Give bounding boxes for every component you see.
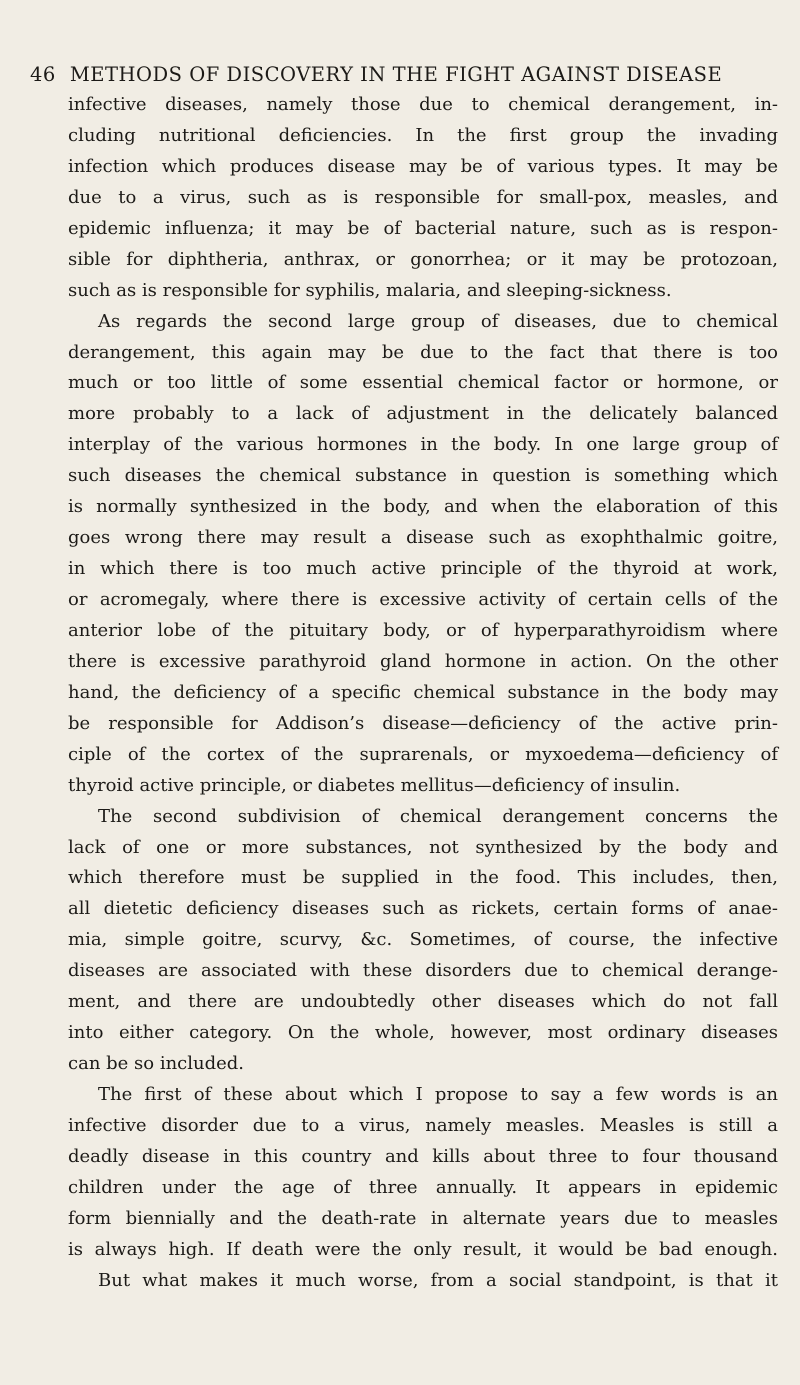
text-line: diseases are associated with these disorders due to chemical derange- [68, 960, 778, 982]
text-line: cluding nutritional deficiencies. In the first group the invading [68, 124, 778, 146]
text-line: lack of one or more substances, not synthesized by the body and [68, 836, 778, 858]
text-line: ment, and there are undoubtedly other diseases which do not fall [68, 991, 778, 1013]
text-line: much or too little of some essential chemical factor or hormone, or [68, 372, 778, 394]
text-line: thyroid active principle, or diabetes mellitus—deficiency of insulin. [68, 774, 681, 796]
text-line: anterior lobe of the pituitary body, or of hyperparathyroidism where [68, 619, 778, 641]
text-line: As regards the second large group of diseases, due to chemical [98, 310, 778, 332]
text-line: all dietetic deficiency diseases such as rickets, certain forms of anae- [68, 898, 778, 920]
text-line: deadly disease in this country and kills about three to four thousand [68, 1145, 778, 1167]
text-line: derangement, this again may be due to the fact that there is too [68, 341, 778, 363]
text-line: epidemic influenza; it may be of bacterial nature, such as is respon- [68, 217, 778, 239]
running-title: METHODS OF DISCOVERY IN THE FIGHT AGAINST DISEASE [69, 63, 723, 86]
text-line: more probably to a lack of adjustment in the delicately balanced [68, 403, 778, 425]
text-line: which therefore must be supplied in the food. This includes, then, [68, 867, 778, 889]
text-line: infective disorder due to a virus, namely measles. Measles is still a [68, 1114, 778, 1136]
text-line: sible for diphtheria, anthrax, or gonorrhea; or it may be protozoan, [68, 248, 778, 270]
text-line: form biennially and the death-rate in alternate years due to measles [68, 1207, 778, 1229]
text-line: into either category. On the whole, however, most ordinary diseases [68, 1022, 778, 1044]
text-line: due to a virus, such as is responsible for small-pox, measles, and [68, 186, 778, 208]
text-line: interplay of the various hormones in the body. In one large group of [68, 434, 778, 456]
text-line: such diseases the chemical substance in question is something which [68, 465, 778, 487]
running-header [30, 60, 775, 90]
text-line: or acromegaly, where there is excessive activity of certain cells of the [68, 589, 778, 610]
text-line: ciple of the cortex of the suprarenals, or myxoedema—deficiency of [68, 743, 778, 765]
text-line: The second subdivision of chemical derangement concerns the [98, 805, 778, 827]
text-line: can be so included. [68, 1053, 245, 1075]
text-line: such as is responsible for syphilis, malaria, and sleeping-sickness. [68, 279, 672, 301]
text-line: infective diseases, namely those due to chemical derangement, in- [68, 94, 778, 115]
text-line: goes wrong there may result a disease such as exophthalmic goitre, [68, 527, 778, 549]
text-line: is always high. If death were the only result, it would be bad enough. [68, 1238, 778, 1260]
text-line: in which there is too much active principle of the thyroid at work, [68, 558, 778, 580]
text-line: is normally synthesized in the body, and when the elaboration of this [68, 496, 778, 518]
text-line: there is excessive parathyroid gland hormone in action. On the other [68, 650, 778, 672]
text-line: But what makes it much worse, from a social standpoint, is that it [98, 1269, 778, 1291]
text-line: infection which produces disease may be of various types. It may be [68, 155, 778, 177]
text-line: children under the age of three annually. It appears in epidemic [68, 1176, 778, 1198]
text-line: be responsible for Addison’s disease—deficiency of the active prin- [68, 712, 778, 734]
page-number: 46 [30, 63, 56, 86]
body-text [68, 90, 778, 1330]
text-line: hand, the deficiency of a specific chemical substance in the body may [68, 681, 778, 703]
text-line: The first of these about which I propose to say a few words is an [98, 1084, 778, 1105]
text-line: mia, simple goitre, scurvy, &c. Sometimes, of course, the infective [68, 929, 778, 951]
